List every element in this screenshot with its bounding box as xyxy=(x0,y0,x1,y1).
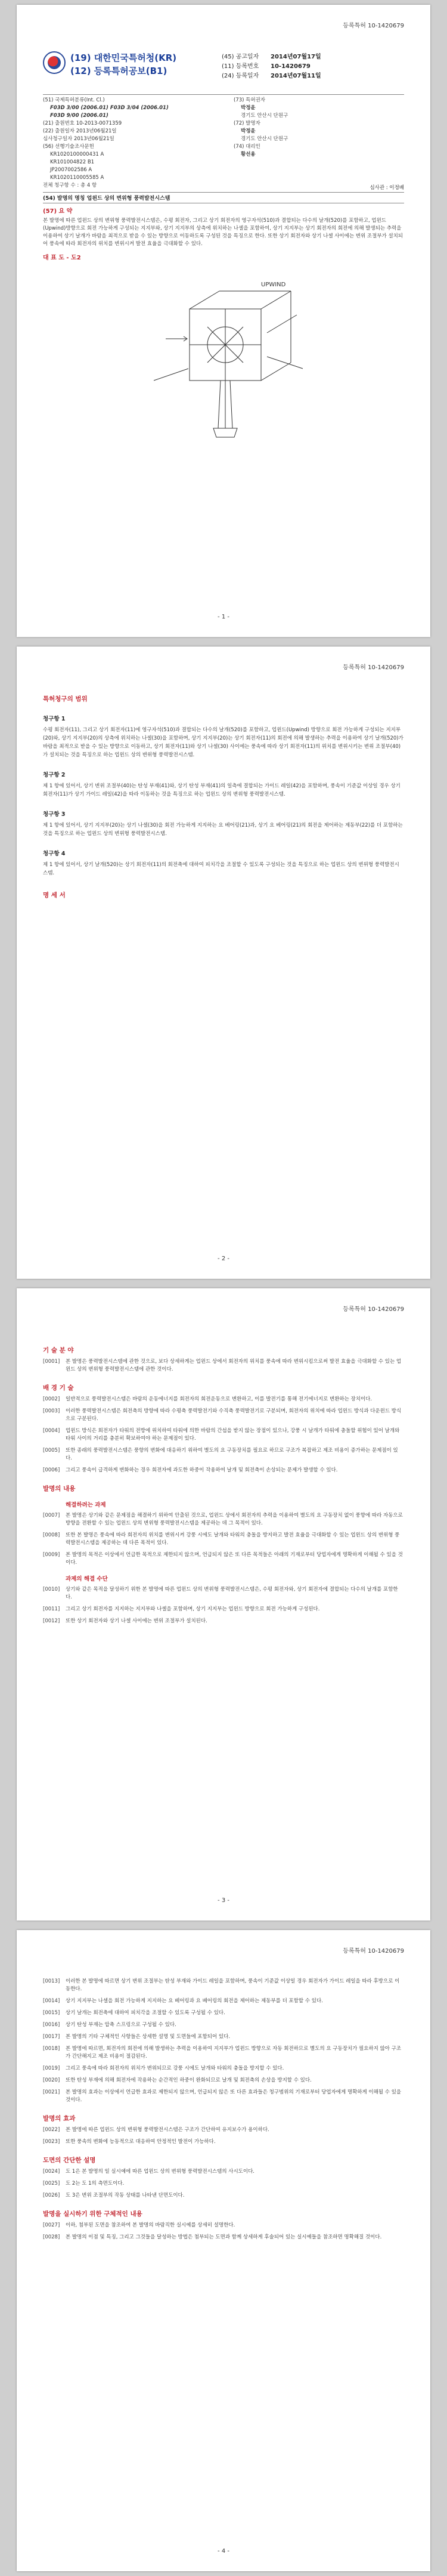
paragraph-number: [0017] xyxy=(43,2034,60,2040)
doc-type: (12) 등록특허공보(B1) xyxy=(70,66,167,76)
claim-heading: 청구항 2 xyxy=(43,772,66,778)
ipc-line: F03D 3/00 (2006.01) F03D 3/04 (2006.01) xyxy=(50,105,169,111)
prior-art-item: KR101004822 B1 xyxy=(50,159,95,165)
description-paragraph xyxy=(43,2089,404,2104)
paragraph-text: 상기 탄성 부재는 압축 스프링으로 구성될 수 있다. xyxy=(66,2022,176,2028)
owner-address: 경기도 안산시 단원구 xyxy=(241,113,288,119)
paragraph-text: 본 발명에 따르면, 회전자의 회전에 의해 발생하는 추력을 이용하여 지지부가 업윈드 방향으로 자동 회전하므로 별도의 요 구동장치가 필요하지 않아 구조가 간단해지고 제조 비용이 절감된다. xyxy=(66,2046,402,2059)
kipo-seal-icon xyxy=(43,51,66,74)
description-paragraph xyxy=(43,1606,404,1613)
wind-turbine-figure xyxy=(118,273,327,452)
examiner-row xyxy=(43,184,404,191)
description-paragraph xyxy=(43,2045,404,2061)
paragraph-text: 본 발명의 효과는 이상에서 언급한 효과로 제한되지 않으며, 언급되지 않은 또 다른 효과들은 청구범위의 기재로부터 당업자에게 명확하게 이해될 수 있을 것이다. xyxy=(66,2089,402,2103)
section-heading: 발명의 효과 xyxy=(43,2115,76,2122)
page-number-label: 등록특허 10-1420679 xyxy=(343,1948,404,1955)
office-name: (19) 대한민국특허청(KR) xyxy=(70,52,177,63)
paragraph-number: [0002] xyxy=(43,1396,60,1402)
description-paragraph xyxy=(43,1408,404,1423)
paragraph-number: [0009] xyxy=(43,1552,60,1558)
description-paragraph xyxy=(43,2126,404,2134)
page-number-label: 등록특허 10-1420679 xyxy=(343,1306,404,1313)
page-3 xyxy=(17,1288,430,1921)
owner-label: (73) 특허권자 xyxy=(234,97,265,103)
paragraph-number: [0018] xyxy=(43,2046,60,2052)
page-1 xyxy=(17,5,430,637)
description-paragraph xyxy=(43,1396,404,1403)
paragraph-text: 또한 풍속의 변화에 능동적으로 대응하여 안정적인 발전이 가능하다. xyxy=(66,2139,216,2145)
paragraph-text: 그리고 상기 회전자를 지지하는 지지부와 나셀을 포함하며, 상기 지지부는 업윈드 방향으로 회전 가능하게 구성된다. xyxy=(66,1606,320,1612)
prior-art-item: KR1020100000431 A xyxy=(50,151,104,157)
page-number-label: 등록특허 10-1420679 xyxy=(343,664,404,671)
paragraph-number: [0022] xyxy=(43,2127,60,2133)
paragraph-number: [0020] xyxy=(43,2077,60,2083)
paragraph-text: 본 발명의 목적은 이상에서 언급한 목적으로 제한되지 않으며, 언급되지 않은 또 다른 목적들은 아래의 기재로부터 당업자에게 명확하게 이해될 수 있을 것이다. xyxy=(66,1552,403,1566)
claim-text: 제 1 항에 있어서, 상기 날개(520)는 상기 회전자(11)의 회전축에 대하여 피치각을 조절할 수 있도록 구성되는 것을 특징으로 하는 업윈드 상의 변위형 풍력발전시스템. xyxy=(43,862,399,876)
paragraph-number: [0027] xyxy=(43,2222,60,2228)
paragraph-text: 또한 상기 회전자와 상기 나셀 사이에는 변위 조절부가 설치된다. xyxy=(66,1618,207,1624)
paragraph-number: [0024] xyxy=(43,2169,60,2175)
paragraph-text: 그리고 풍속에 따라 회전자의 위치가 변위되므로 강풍 시에도 날개와 타워의 충돌을 방지할 수 있다. xyxy=(66,2065,284,2071)
exam-date: 심사청구일자 2013년06월21일 xyxy=(43,136,114,142)
prior-art-label: (56) 선행기술조사문헌 xyxy=(43,144,94,150)
page-2 xyxy=(17,647,430,1279)
subsection-heading: 과제의 해결 수단 xyxy=(66,1576,108,1582)
paragraph-number: [0014] xyxy=(43,1998,60,2004)
ipc-line: F03D 9/00 (2006.01) xyxy=(50,113,108,119)
description-paragraph xyxy=(43,2021,404,2029)
description-paragraph xyxy=(43,1467,404,1474)
paragraph-text: 또한 종래의 풍력발전시스템은 풍향의 변화에 대응하기 위하여 별도의 요 구동장치를 필요로 하므로 구조가 복잡하고 제조 비용이 증가하는 문제점이 있다. xyxy=(66,1448,398,1461)
paragraph-text: 본 발명에 따른 업윈드 상의 변위형 풍력발전시스템은 구조가 간단하여 유지보수가 용이하다. xyxy=(66,2127,269,2133)
paragraph-text: 이러한 풍력발전시스템은 회전축의 방향에 따라 수평축 풍력발전기와 수직축 풍력발전기로 구분되며, 회전자의 위치에 따라 업윈드 방식과 다운윈드 방식으로 구분된다. xyxy=(66,1408,402,1422)
page-number-label: 등록특허 10-1420679 xyxy=(343,23,404,29)
pub-field-row xyxy=(222,52,404,62)
paragraph-number: [0010] xyxy=(43,1587,60,1592)
paragraph-number: [0016] xyxy=(43,2022,60,2028)
examiner: 심사관 : 이정배 xyxy=(370,185,404,191)
paragraph-number: [0019] xyxy=(43,2065,60,2071)
representative-figure-label: 대 표 도 - 도2 xyxy=(43,255,81,261)
application-number: (21) 출원번호 10-2013-0071359 xyxy=(43,120,122,126)
description-paragraph xyxy=(43,2009,404,2017)
claim-heading: 청구항 4 xyxy=(43,851,66,857)
paragraph-text: 상기 날개는 회전축에 대하여 피치각을 조절할 수 있도록 구성될 수 있다. xyxy=(66,2010,225,2016)
ipc-label: (51) 국제특허분류(Int. Cl.) xyxy=(43,97,105,103)
description-paragraph xyxy=(43,1512,404,1527)
description-paragraph xyxy=(43,1427,404,1443)
description-section xyxy=(43,1336,404,1629)
inventor-name: 박정윤 xyxy=(241,128,256,134)
bibliographic-data xyxy=(43,94,404,190)
description-paragraph xyxy=(43,2033,404,2041)
paragraph-text: 본 발명은 풍력발전시스템에 관한 것으로, 보다 상세하게는 업윈드 상에서 회전자의 위치를 풍속에 따라 변위시킴으로써 발전 효율을 극대화할 수 있는 업윈드 상의 변위형 풍력발전시스템에 관한 것이다. xyxy=(66,1359,402,1372)
paragraph-text: 일반적으로 풍력발전시스템은 바람의 운동에너지를 회전자의 회전운동으로 변환하고, 이를 발전기를 통해 전기에너지로 변환하는 장치이다. xyxy=(66,1396,372,1402)
paragraph-text: 도 3은 변위 조절부의 작동 상태를 나타낸 단면도이다. xyxy=(66,2192,185,2198)
section-heading: 배 경 기 술 xyxy=(43,1384,74,1391)
abstract xyxy=(43,208,404,262)
paragraph-number: [0001] xyxy=(43,1359,60,1365)
paragraph-text: 도 2는 도 1의 측면도이다. xyxy=(66,2181,125,2187)
agent-label: (74) 대리인 xyxy=(234,144,260,150)
prior-art-item: JP2007002586 A xyxy=(50,167,92,173)
page-4 xyxy=(17,1930,430,2571)
description-paragraph xyxy=(43,2138,404,2146)
pub-field-value: 2014년07월17일 xyxy=(271,54,321,60)
paragraph-text: 이하, 첨부된 도면을 참조하여 본 발명의 바람직한 실시예를 상세히 설명한다. xyxy=(66,2222,235,2228)
paragraph-text: 또한 본 발명은 풍속에 따라 회전자의 위치를 변위시켜 강풍 시에도 날개와 타워의 충돌을 방지하고 발전 효율을 극대화할 수 있는 업윈드 상의 변위형 풍력발전시스템을 제공하는 데 다른 목적이 있다. xyxy=(66,1532,400,1546)
pub-field-key: (24) 등록일자 xyxy=(222,73,259,79)
claim-text: 제 1 항에 있어서, 상기 지지부(20)는 상기 나셀(30)을 회전 가능하게 지지하는 요 베어링(21)과, 상기 요 베어링(21)의 회전을 제어하는 제동부(22)를 더 포함하는 것을 특징으로 하는 업윈드 상의 변위형 풍력발전시스템. xyxy=(43,822,403,837)
pub-field-value: 10-1420679 xyxy=(271,63,311,70)
description-section xyxy=(43,1978,404,2246)
paragraph-text: 상기와 같은 목적을 달성하기 위한 본 발명에 따른 업윈드 상의 변위형 풍력발전시스템은, 수평 회전자와, 상기 회전자에 결합되는 다수의 날개를 포함한다. xyxy=(66,1587,398,1600)
paragraph-text: 본 발명은 상기와 같은 문제점을 해결하기 위하여 안출된 것으로, 업윈드 상에서 회전자의 추력을 이용하여 별도의 요 구동장치 없이 풍향에 따라 자동으로 방향을 전환할 수 있는 업윈드 상의 변위형 풍력발전시스템을 제공하는 데 그 목적이 있다. xyxy=(66,1513,403,1526)
description-paragraph xyxy=(43,2222,404,2229)
description-paragraph xyxy=(43,1551,404,1567)
paragraph-text: 이러한 본 발명에 따르면 상기 변위 조절부는 탄성 부재와 가이드 레일을 포함하며, 풍속이 기준값 이상일 경우 회전자가 가이드 레일을 따라 후방으로 이동한다. xyxy=(66,1978,400,1992)
paragraph-number: [0021] xyxy=(43,2089,60,2095)
paragraph-number: [0028] xyxy=(43,2234,60,2240)
section-heading: 기 술 분 야 xyxy=(43,1347,74,1354)
description-paragraph xyxy=(43,1978,404,1993)
description-paragraph xyxy=(43,2168,404,2176)
page-footer: - 2 - xyxy=(218,1255,229,1262)
description-paragraph xyxy=(43,1586,404,1601)
pub-field-row xyxy=(222,72,404,81)
section-heading: 도면의 간단한 설명 xyxy=(43,2157,96,2164)
publication-fields xyxy=(222,51,404,93)
pub-field-key: (11) 등록번호 xyxy=(222,63,259,70)
abstract-heading: (57) 요 약 xyxy=(43,208,73,215)
figure-label-upwind: UPWIND xyxy=(261,282,286,288)
inventor-label: (72) 발명자 xyxy=(234,120,260,126)
paragraph-number: [0003] xyxy=(43,1408,60,1414)
description-paragraph xyxy=(43,2192,404,2200)
paragraph-number: [0013] xyxy=(43,1978,60,1984)
page-footer: - 1 - xyxy=(218,614,229,620)
description-paragraph xyxy=(43,1618,404,1625)
pub-field-row xyxy=(222,62,404,72)
claim-heading: 청구항 3 xyxy=(43,811,66,818)
claim-text: 수평 회전자(11), 그리고 상기 회전자(11)에 영구자석(510)과 결합되는 다수의 날개(520)를 포함하고, 업윈드(Upwind) 방향으로 회전 가능하게 구성되는 지지부(20)와, 상기 지지부(20)의 상측에 위치하는 나셀(30)을 포함하며, 상기 지지부(20)는 상기 회전자(11)의 회전에 의해 발생하는 추력을 이용하여 상기 날개(520)가 바람을 최적으로 받을 수 있는 방향으로 이동하고, 상기 회전자(11)와 상기 나셀(30) 사이에는 풍속에 따라 상기 회전자(11)의 위치를 변위시키는 변위 조절부(40)가 설치되는 것을 특징으로 하는 업윈드 상의 변위형 풍력발전시스템. xyxy=(43,727,403,758)
prior-art-item: KR1020110005585 A xyxy=(50,175,104,181)
claims-section xyxy=(43,694,404,899)
paragraph-number: [0012] xyxy=(43,1618,60,1624)
claims-count: 전체 청구항 수 : 총 4 항 xyxy=(43,183,97,188)
application-date: (22) 출원일자 2013년06월21일 xyxy=(43,128,117,134)
page-footer: - 4 - xyxy=(218,2548,229,2555)
paragraph-text: 또한 탄성 부재에 의해 회전자에 작용하는 순간적인 하중이 완화되므로 날개 및 회전축의 손상을 방지할 수 있다. xyxy=(66,2077,312,2083)
description-paragraph xyxy=(43,1997,404,2005)
description-paragraph xyxy=(43,2180,404,2188)
paragraph-text: 업윈드 방식은 회전자가 타워의 전방에 위치하여 타워에 의한 바람의 간섭을 받지 않는 장점이 있으나, 강풍 시 날개가 타워에 충돌할 위험이 있어 날개와 타워 사이의 거리를 충분히 확보하여야 하는 문제점이 있다. xyxy=(66,1428,400,1442)
paragraph-number: [0015] xyxy=(43,2010,60,2016)
claims-heading: 특허청구의 범위 xyxy=(43,695,88,703)
paragraph-number: [0026] xyxy=(43,2192,60,2198)
section-heading: 발명을 실시하기 위한 구체적인 내용 xyxy=(43,2210,142,2218)
invention-title: (54) 발명의 명칭 업윈드 상의 변위형 풍력발전시스템 xyxy=(43,192,404,203)
subsection-heading: 해결하려는 과제 xyxy=(66,1502,106,1508)
description-paragraph xyxy=(43,1358,404,1374)
abstract-text: 본 발명에 따른 업윈드 상의 변위형 풍력발전시스템은, 수평 회전자, 그리고 상기 회전자의 영구자석(510)과 결합되는 다수의 날개(520)를 포함하고, 업윈드(Upwind)방향으로 회전 가능하게 구성되는 지지부와, 상기 지지부의 상측에 위치하는 나셀을 포함하여, 상기 지지부는 상기 회전자의 회전에 의해 발생되는 추력을 이용하여 상기 날개가 바람을 최적으로 받을 수 있는 방향으로 이동하도록 구성된 것을 특징으로 한다. 또한 상기 회전자와 상기 나셀 사이에는 변위 조절부가 설치되어 풍속에 따라 회전자의 위치를 변위시켜 발전 효율을 극대화할 수 있다. xyxy=(43,218,403,247)
paragraph-text: 본 발명의 기타 구체적인 사항들은 상세한 설명 및 도면들에 포함되어 있다. xyxy=(66,2034,231,2040)
page-footer: - 3 - xyxy=(218,1897,229,1904)
owner-name: 박정윤 xyxy=(241,105,256,111)
paragraph-text: 도 1은 본 발명의 일 실시예에 따른 업윈드 상의 변위형 풍력발전시스템의 사시도이다. xyxy=(66,2169,255,2175)
paragraph-number: [0011] xyxy=(43,1606,60,1612)
section-heading: 발명의 내용 xyxy=(43,1485,76,1492)
paragraph-number: [0005] xyxy=(43,1448,60,1454)
paragraph-text: 상기 지지부는 나셀을 회전 가능하게 지지하는 요 베어링과 요 베어링의 회전을 제어하는 제동부를 더 포함할 수 있다. xyxy=(66,1998,323,2004)
pub-field-key: (45) 공고일자 xyxy=(222,54,259,60)
claim-heading: 청구항 1 xyxy=(43,716,66,722)
paragraph-number: [0007] xyxy=(43,1513,60,1519)
pub-field-value: 2014년07월11일 xyxy=(271,73,321,79)
description-paragraph xyxy=(43,1532,404,1547)
paragraph-text: 본 발명의 이점 및 특징, 그리고 그것들을 달성하는 방법은 첨부되는 도면과 함께 상세하게 후술되어 있는 실시예들을 참조하면 명확해질 것이다. xyxy=(66,2234,382,2240)
description-paragraph xyxy=(43,1447,404,1462)
paragraph-number: [0006] xyxy=(43,1467,60,1473)
agent-name: 황선용 xyxy=(241,151,256,157)
paragraph-number: [0008] xyxy=(43,1532,60,1538)
specification-heading: 명 세 서 xyxy=(43,892,66,899)
description-paragraph xyxy=(43,2234,404,2241)
patent-header xyxy=(43,51,404,93)
paragraph-number: [0004] xyxy=(43,1428,60,1434)
paragraph-text: 그리고 풍속이 급격하게 변화하는 경우 회전자에 과도한 하중이 작용하여 날개 및 회전축이 손상되는 문제가 발생할 수 있다. xyxy=(66,1467,338,1473)
description-paragraph xyxy=(43,2077,404,2085)
inventor-address: 경기도 안산시 단원구 xyxy=(241,136,288,142)
description-paragraph xyxy=(43,2065,404,2073)
paragraph-number: [0023] xyxy=(43,2139,60,2145)
paragraph-number: [0025] xyxy=(43,2181,60,2187)
claim-text: 제 1 항에 있어서, 상기 변위 조절부(40)는 탄성 부재(41)와, 상기 탄성 부재(41)의 일측에 결합되는 가이드 레일(42)을 포함하며, 풍속이 기준값 이상일 경우 상기 회전자(11)가 상기 가이드 레일(42)을 따라 이동하는 것을 특징으로 하는 업윈드 상의 변위형 풍력발전시스템. xyxy=(43,783,401,797)
